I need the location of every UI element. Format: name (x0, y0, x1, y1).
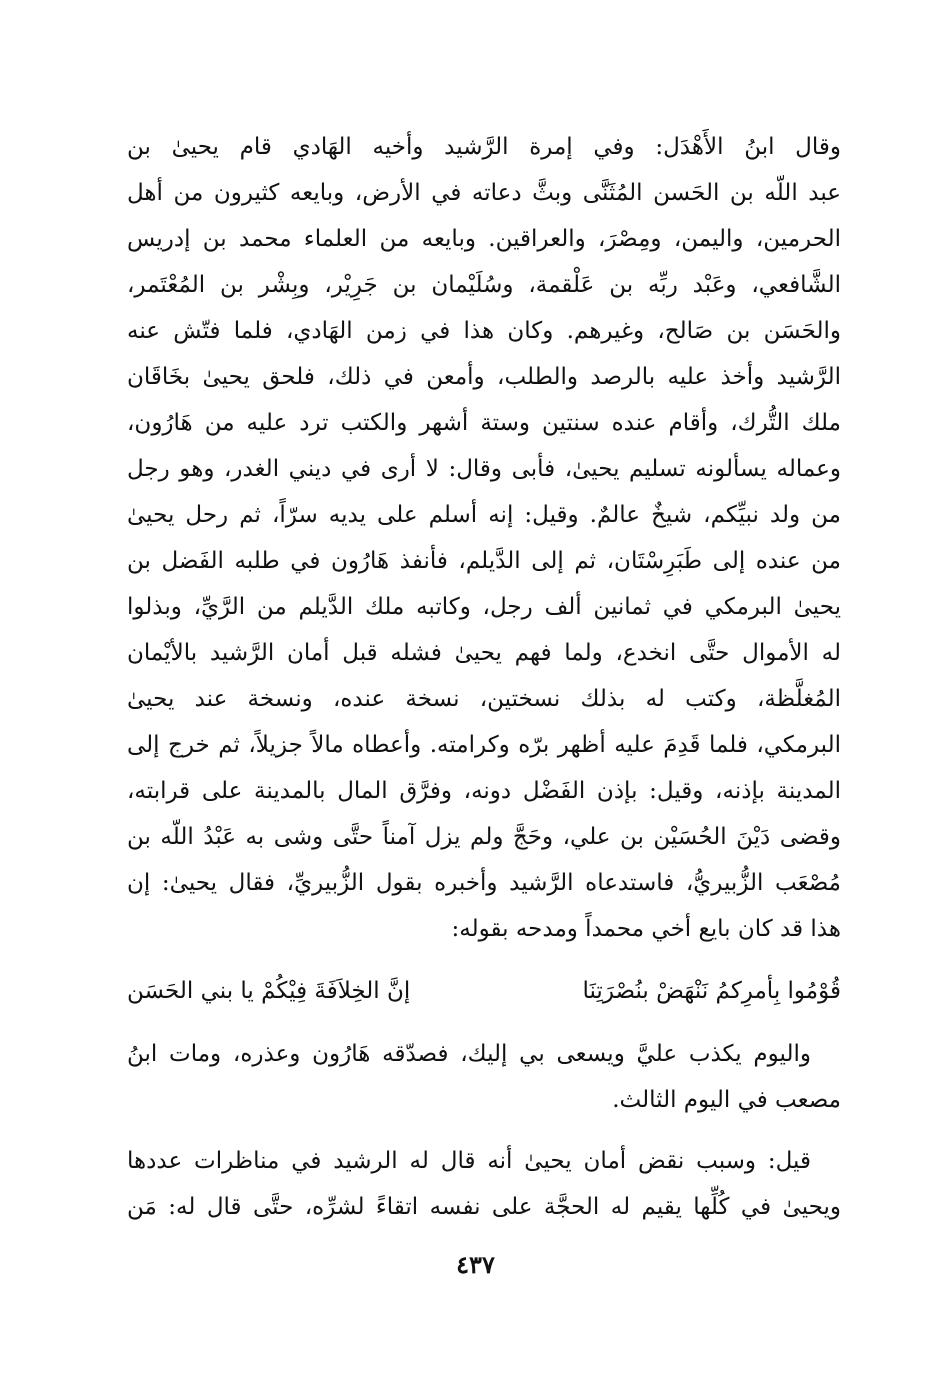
text-line: مصعب في اليوم الثالث. (612, 1087, 841, 1113)
text-line: واليوم يكذب عليَّ ويسعى بي إليك، فصدّقه هَارُون وعذره، ومات ابنُ (127, 1041, 811, 1067)
text-line: الرَّشيد وأخذ عليه بالرصد والطلب، وأمعن في ذلك، فلحق يحيىٰ بخَاقَان (127, 364, 841, 390)
text-line: من عنده إلى طَبَرِسْتَان، ثم إلى الدَّيلم، فأنفذ هَارُون في طلبه الفَضل بن (127, 548, 841, 574)
verse-second-hemistich: إنَّ الخِلاَفَةَ فِيْكُمْ يا بني الحَسَن (127, 978, 411, 1004)
text-line: المُغلَّظة، وكتب له بذلك نسختين، نسخة عنده، ونسخة عند يحيىٰ (127, 686, 841, 712)
paragraph-1 (127, 124, 841, 952)
text-line: المدينة بإذنه، وقيل: بإذن الفَضْل دونه، وفرَّق المال بالمدينة على قرابته، (127, 778, 841, 804)
text-line: وقال ابنُ الأَهْدَل: وفي إمرة الرَّشيد وأخيه الهَادي قام يحيىٰ بن (127, 134, 841, 160)
text-line: يحيىٰ البرمكي في ثمانين ألف رجل، وكاتبه ملك الدَّيلم من الرَّيِّ، وبذلوا (127, 594, 841, 620)
text-line: ملك التُّرك، وأقام عنده سنتين وستة أشهر والكتب ترد عليه من هَارُون، (127, 410, 841, 436)
text-line: عبد اللّه بن الحَسن المُثَنَّى وبثَّ دعاته في الأرض، وبايعه كثيرون من أهل (127, 180, 841, 206)
text-line: الحرمين، واليمن، ومِصْرَ، والعراقين. وبايعه من العلماء محمد بن إدريس (127, 226, 841, 252)
text-line: مُصْعَب الزُّبيريُّ، فاستدعاه الرَّشيد وأخبره بقول الزُّبيريِّ، فقال يحيىٰ: إن (127, 870, 841, 896)
text-line: له الأموال حتَّى انخدع، ولما فهم يحيىٰ فشله قبل أمان الرَّشيد بالأيْمان (127, 640, 841, 666)
paragraph-2 (127, 1031, 841, 1123)
text-line: قيل: وسبب نقض أمان يحيىٰ أنه قال له الرشيد في مناظرات عددها (127, 1148, 811, 1174)
text-line: ويحيىٰ في كُلِّها يقيم له الحجَّة على نفسه اتقاءً لشرِّه، حتَّى قال له: مَن (127, 1194, 841, 1220)
paragraph-3 (127, 1138, 841, 1230)
poetry-verse (127, 967, 841, 1015)
text-line: الشَّافعي، وعَبْد ربِّه بن عَلْقمة، وسُلَيْمان بن جَرِيْر، وبِشْر بن المُعْتَمر، (127, 272, 841, 298)
text-line: وعماله يسألونه تسليم يحيىٰ، فأبى وقال: لا أرى في ديني الغدر، وهو رجل (127, 456, 841, 482)
text-line: من ولد نبيِّكم، شيخٌ عالمٌ. وقيل: إنه أسلم على يديه سرّاً، ثم رحل يحيىٰ (127, 502, 841, 528)
text-line: هذا قد كان بايع أخي محمداً ومدحه بقوله: (451, 916, 841, 942)
text-line: والحَسَن بن صَالح، وغيرهم. وكان هذا في زمن الهَادي، فلما فتّش عنه (127, 318, 841, 344)
text-line: البرمكي، فلما قَدِمَ عليه أظهر برّه وكرامته. وأعطاه مالاً جزيلاً، ثم خرج إلى (127, 732, 841, 758)
page-number: ٤٣٧ (456, 1250, 495, 1279)
verse-first-hemistich: قُوْمُوا بِأمرِكمُ نَنْهَضْ بنُصْرَتِنَا (582, 978, 841, 1004)
text-line: وقضى دَيْنَ الحُسَيْن بن علي، وحَجَّ ولم يزل آمناً حتَّى وشى به عَبْدُ اللّه بن (127, 824, 841, 850)
